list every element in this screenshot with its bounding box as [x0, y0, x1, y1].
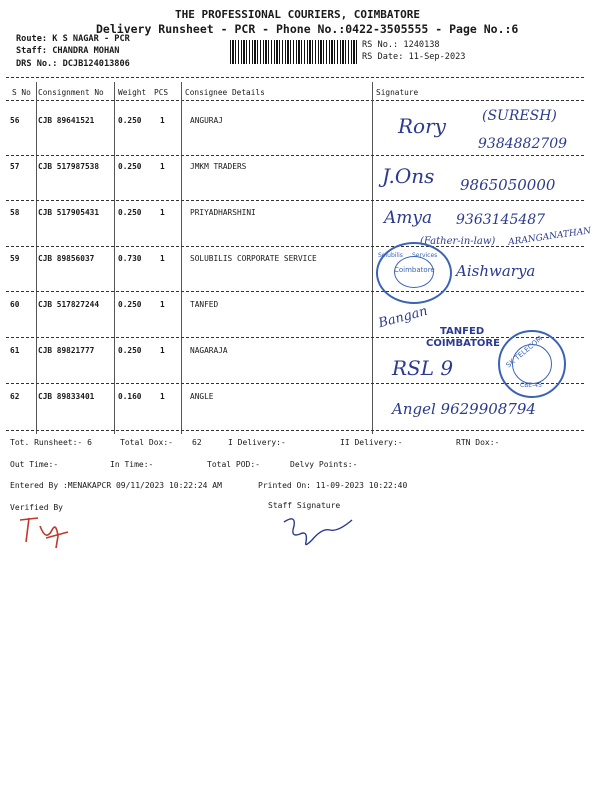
staff-signature [278, 512, 358, 552]
row-sno: 57 [10, 162, 20, 171]
col-consignee: Consignee Details [185, 88, 265, 97]
row-weight: 0.250 [118, 346, 142, 355]
row-consignee: JMKM TRADERS [190, 162, 247, 171]
divider [6, 100, 584, 101]
rs-number: RS No.: 1240138 [362, 40, 440, 50]
signature-name: Aishwarya [456, 262, 536, 280]
row-weight: 0.250 [118, 208, 142, 217]
verifier-signature [16, 512, 72, 552]
col-divider [114, 82, 115, 434]
entered-by: Entered By :MENAKAPCR 09/11/2023 10:22:24 AM [10, 481, 222, 490]
row-sno: 56 [10, 116, 20, 125]
i-delivery: I Delivery:- [228, 438, 286, 447]
signature-name: J.Ons [382, 164, 435, 188]
tanfed-stamp: TANFED [440, 326, 485, 337]
divider [6, 155, 584, 156]
signature-phone: 9384882709 [478, 136, 568, 152]
row-pcs: 1 [160, 300, 165, 309]
company-name: THE PROFESSIONAL COURIERS, COIMBATORE [175, 8, 421, 21]
delvy-points: Delvy Points:- [290, 460, 358, 469]
col-pcs: PCS [154, 88, 169, 97]
stamp-label: CBE-45 [520, 382, 542, 389]
stamp-label: Coimbatore [394, 266, 435, 274]
row-pcs: 1 [160, 254, 165, 263]
rtn-dox: RTN Dox:- [456, 438, 500, 447]
row-consignee: SOLUBILIS CORPORATE SERVICE [190, 254, 317, 263]
col-signature: Signature [376, 88, 419, 97]
signature-scrawl: Angel 9629908794 [392, 400, 536, 418]
barcode [230, 40, 357, 64]
divider [6, 246, 584, 247]
total-dox-label: Total Dox:- [120, 438, 173, 447]
row-sno: 60 [10, 300, 20, 309]
row-sno: 58 [10, 208, 20, 217]
row-consignee: TANFED [190, 300, 219, 309]
tanfed-stamp-city: COIMBATORE [426, 338, 500, 349]
signature-name: (SURESH) [482, 108, 557, 124]
row-consignee: PRIYADHARSHINI [190, 208, 256, 217]
verified-by-label: Verified By [10, 503, 63, 512]
row-weight: 0.250 [118, 162, 142, 171]
row-consignee: ANGURAJ [190, 116, 223, 125]
divider [6, 383, 584, 384]
total-pod: Total POD:- [207, 460, 260, 469]
row-consignment: CJB 517905431 [38, 208, 100, 217]
row-pcs: 1 [160, 116, 165, 125]
staff: Staff: CHANDRA MOHAN [16, 46, 120, 56]
signature-phone: 9865050000 [460, 176, 556, 194]
runsheet-title: Delivery Runsheet - PCR - Phone No.:0422-3505555 - Page No.:6 [96, 22, 519, 36]
stamp-label: SK TELECOM [504, 334, 545, 370]
row-sno: 59 [10, 254, 20, 263]
col-divider [372, 82, 373, 434]
row-consignment: CJB 89856037 [38, 254, 95, 263]
signature-name: ARANGANATHAN [507, 226, 592, 248]
signature-phone: 9363145487 [456, 212, 546, 228]
row-sno: 61 [10, 346, 20, 355]
signature-note: (Father-in-law) [420, 236, 496, 247]
col-divider [36, 82, 37, 434]
row-weight: 0.250 [118, 300, 142, 309]
row-consignment: CJB 517987538 [38, 162, 100, 171]
row-consignment: CJB 517827244 [38, 300, 100, 309]
row-consignment: CJB 89821777 [38, 346, 95, 355]
divider [6, 291, 584, 292]
row-consignment: CJB 89833401 [38, 392, 95, 401]
row-weight: 0.160 [118, 392, 142, 401]
out-time: Out Time:- [10, 460, 59, 469]
total-runsheet: Tot. Runsheet:- 6 [10, 438, 92, 447]
row-weight: 0.730 [118, 254, 142, 263]
signature-scrawl: RSL 9 [392, 356, 454, 380]
row-consignee: NAGARAJA [190, 346, 228, 355]
row-pcs: 1 [160, 162, 165, 171]
signature-scrawl: Bangan [376, 303, 430, 332]
row-pcs: 1 [160, 346, 165, 355]
divider [6, 430, 584, 431]
col-sno: S No [12, 88, 31, 97]
row-pcs: 1 [160, 392, 165, 401]
col-consignment: Consignment No [38, 88, 104, 97]
col-weight: Weight [118, 88, 147, 97]
divider [6, 200, 584, 201]
in-time: In Time:- [110, 460, 154, 469]
row-sno: 62 [10, 392, 20, 401]
stamp-label: Solubilis [378, 252, 403, 259]
row-weight: 0.250 [118, 116, 142, 125]
drs-number: DRS No.: DCJB124013806 [16, 59, 130, 69]
ii-delivery: II Delivery:- [340, 438, 403, 447]
rs-date: RS Date: 11-Sep-2023 [362, 52, 466, 62]
staff-signature-label: Staff Signature [268, 501, 341, 510]
route: Route: K S NAGAR - PCR [16, 34, 130, 44]
divider [6, 77, 584, 78]
row-pcs: 1 [160, 208, 165, 217]
col-divider [181, 82, 182, 434]
signature-scrawl: Rory [398, 114, 446, 138]
total-dox-value: 62 [192, 438, 202, 447]
printed-on: Printed On: 11-09-2023 10:22:40 [258, 481, 408, 490]
stamp-label: Services [412, 252, 438, 259]
signature-scrawl: Amya [384, 208, 433, 228]
row-consignee: ANGLE [190, 392, 214, 401]
row-consignment: CJB 89641521 [38, 116, 95, 125]
